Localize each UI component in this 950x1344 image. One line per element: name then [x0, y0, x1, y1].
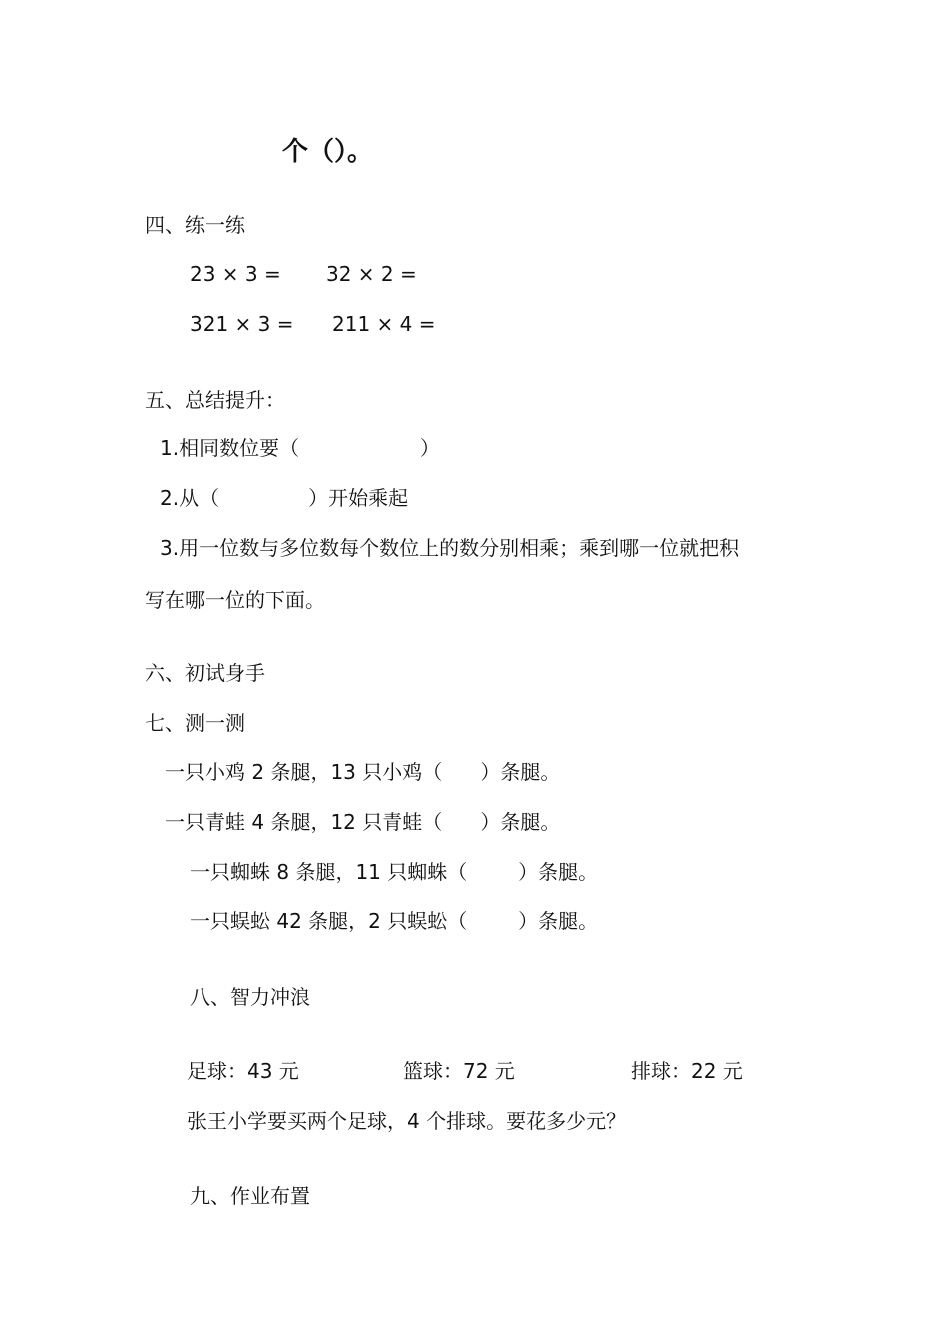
exercise-2: 32 × 2 = [326, 262, 417, 286]
exercise-3: 321 × 3 = [190, 312, 294, 336]
section-4-heading: 四、练一练 [145, 213, 245, 237]
test-item-2: 一只青蛙 4 条腿，12 只青蛙（ ）条腿。 [165, 810, 561, 834]
section-5-heading: 五、总结提升： [145, 388, 285, 412]
word-problem: 张王小学要买两个足球，4 个排球。要花多少元？ [187, 1109, 627, 1133]
exercise-4: 211 × 4 = [332, 312, 436, 336]
test-item-4: 一只蜈蚣 42 条腿，2 只蜈蚣（ ）条腿。 [190, 909, 599, 933]
section-9-heading: 九、作业布置 [190, 1184, 310, 1208]
summary-item-2: 2.从（ ）开始乘起 [160, 486, 409, 510]
test-item-1: 一只小鸡 2 条腿，13 只小鸡（ ）条腿。 [165, 760, 561, 784]
exercise-1: 23 × 3 = [190, 262, 281, 286]
section-8-heading: 八、智力冲浪 [190, 985, 310, 1009]
section-6-heading: 六、初试身手 [145, 661, 265, 685]
summary-item-1: 1.相同数位要（ ） [160, 436, 440, 460]
price-football: 足球：43 元 [187, 1059, 299, 1083]
price-basketball: 篮球：72 元 [403, 1059, 515, 1083]
top-line: 个（）。 [282, 137, 374, 167]
test-item-3: 一只蜘蛛 8 条腿，11 只蜘蛛（ ）条腿。 [190, 860, 599, 884]
section-7-heading: 七、测一测 [145, 711, 245, 735]
summary-item-3: 3.用一位数与多位数每个数位上的数分别相乘；乘到哪一位就把积 [160, 536, 740, 560]
price-volleyball: 排球：22 元 [631, 1059, 743, 1083]
summary-item-3-continuation: 写在哪一位的下面。 [145, 588, 325, 612]
